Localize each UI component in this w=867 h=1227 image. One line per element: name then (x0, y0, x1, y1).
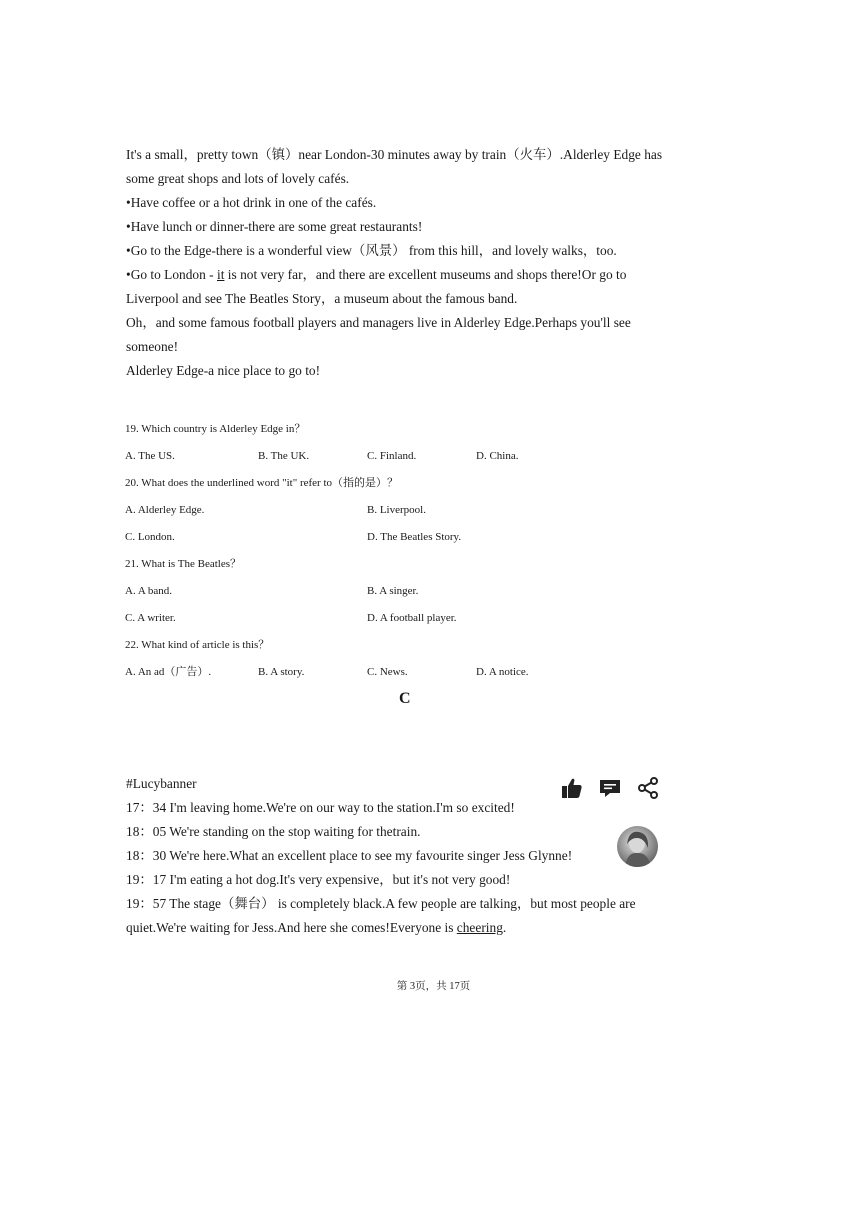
question-19-options (125, 443, 685, 470)
question-21-stem: 21. What is The Beatles？ (125, 558, 241, 570)
option-a: A. The US. (125, 450, 175, 462)
option-d: D. China. (476, 450, 519, 462)
entry-end: . (502, 920, 507, 935)
underlined-word-it: it (216, 267, 225, 282)
option-d: D. The Beatles Story. (367, 531, 462, 543)
option-b: B. A story. (258, 666, 305, 678)
london-prefix: •Go to London - (126, 267, 217, 282)
question-20-options-ab (125, 497, 685, 524)
option-c: C. A writer. (125, 612, 176, 624)
option-d: D. A football player. (367, 612, 457, 624)
option-c: C. Finland. (367, 450, 417, 462)
option-a: A. Alderley Edge. (125, 504, 205, 516)
question-21-options-ab (125, 578, 685, 605)
option-b: B. The UK. (258, 450, 310, 462)
social-post (126, 772, 671, 940)
option-b: B. A singer. (367, 585, 419, 597)
passage-line: It's a small，pretty town（镇）near London-30 minutes away by train（火车）.Alderley Edge has some great shops and lots of lovely cafés. (126, 147, 663, 186)
post-entry: 18：30 We're here.What an excellent place to see my favourite singer Jess Glynne! (126, 848, 573, 863)
passage-line: •Have lunch or dinner-there are some great restaurants! (126, 219, 423, 234)
passage-line: Oh，and some famous football players and managers live in Alderley Edge.Perhaps you'll see someone! (126, 315, 631, 354)
share-icon[interactable] (636, 776, 660, 800)
passage-line: •Go to the Edge-there is a wonderful view（风景） from this hill，and lovely walks，too. (126, 243, 617, 258)
option-d: D. A notice. (476, 666, 529, 678)
post-entry-last (126, 892, 671, 940)
question-21-options-cd (125, 605, 685, 632)
question-22-stem: 22. What kind of article is this？ (125, 639, 270, 651)
option-c: C. London. (125, 531, 175, 543)
thumbs-up-icon[interactable] (560, 776, 584, 800)
entry-text: 19：57 The stage（舞台） is completely black.A few people are talking，but most people are quiet.We're waiting for Jess.And here she comes!Everyone is (126, 896, 636, 935)
post-entry: 19：17 I'm eating a hot dog.It's very expensive，but it's not very good! (126, 872, 511, 887)
underlined-word-cheering: cheering (456, 920, 503, 935)
post-entry: 17：34 I'm leaving home.We're on our way to the station.I'm so excited! (126, 800, 515, 815)
question-list (125, 416, 685, 686)
option-c: C. News. (367, 666, 408, 678)
passage-line: •Have coffee or a hot drink in one of the cafés. (126, 195, 377, 210)
question-20-options-cd (125, 524, 685, 551)
passage-line: Alderley Edge-a nice place to go to! (126, 363, 321, 378)
question-22-options (125, 659, 685, 686)
avatar[interactable] (617, 826, 658, 867)
question-19-stem: 19. Which country is Alderley Edge in？ (125, 423, 306, 435)
passage-line-london (126, 263, 671, 311)
option-b: B. Liverpool. (367, 504, 426, 516)
question-20-stem: 20. What does the underlined word "it" refer to（指的是）？ (125, 477, 399, 489)
option-a: A. An ad（广告）. (125, 666, 212, 678)
page-number: 第 3页，共 17页 (396, 981, 471, 992)
post-entry: 18：05 We're standing on the stop waiting for thetrain. (126, 824, 421, 839)
london-suffix: is not very far，and there are excellent museums and shops there!Or go to Liverpool and see The Beatles Story，a museum about the famous band. (126, 267, 627, 306)
comment-icon[interactable] (598, 776, 622, 800)
post-hashtag: #Lucybanner (126, 776, 197, 791)
section-heading: C (399, 690, 411, 707)
reading-passage (126, 143, 671, 383)
option-a: A. A band. (125, 585, 173, 597)
